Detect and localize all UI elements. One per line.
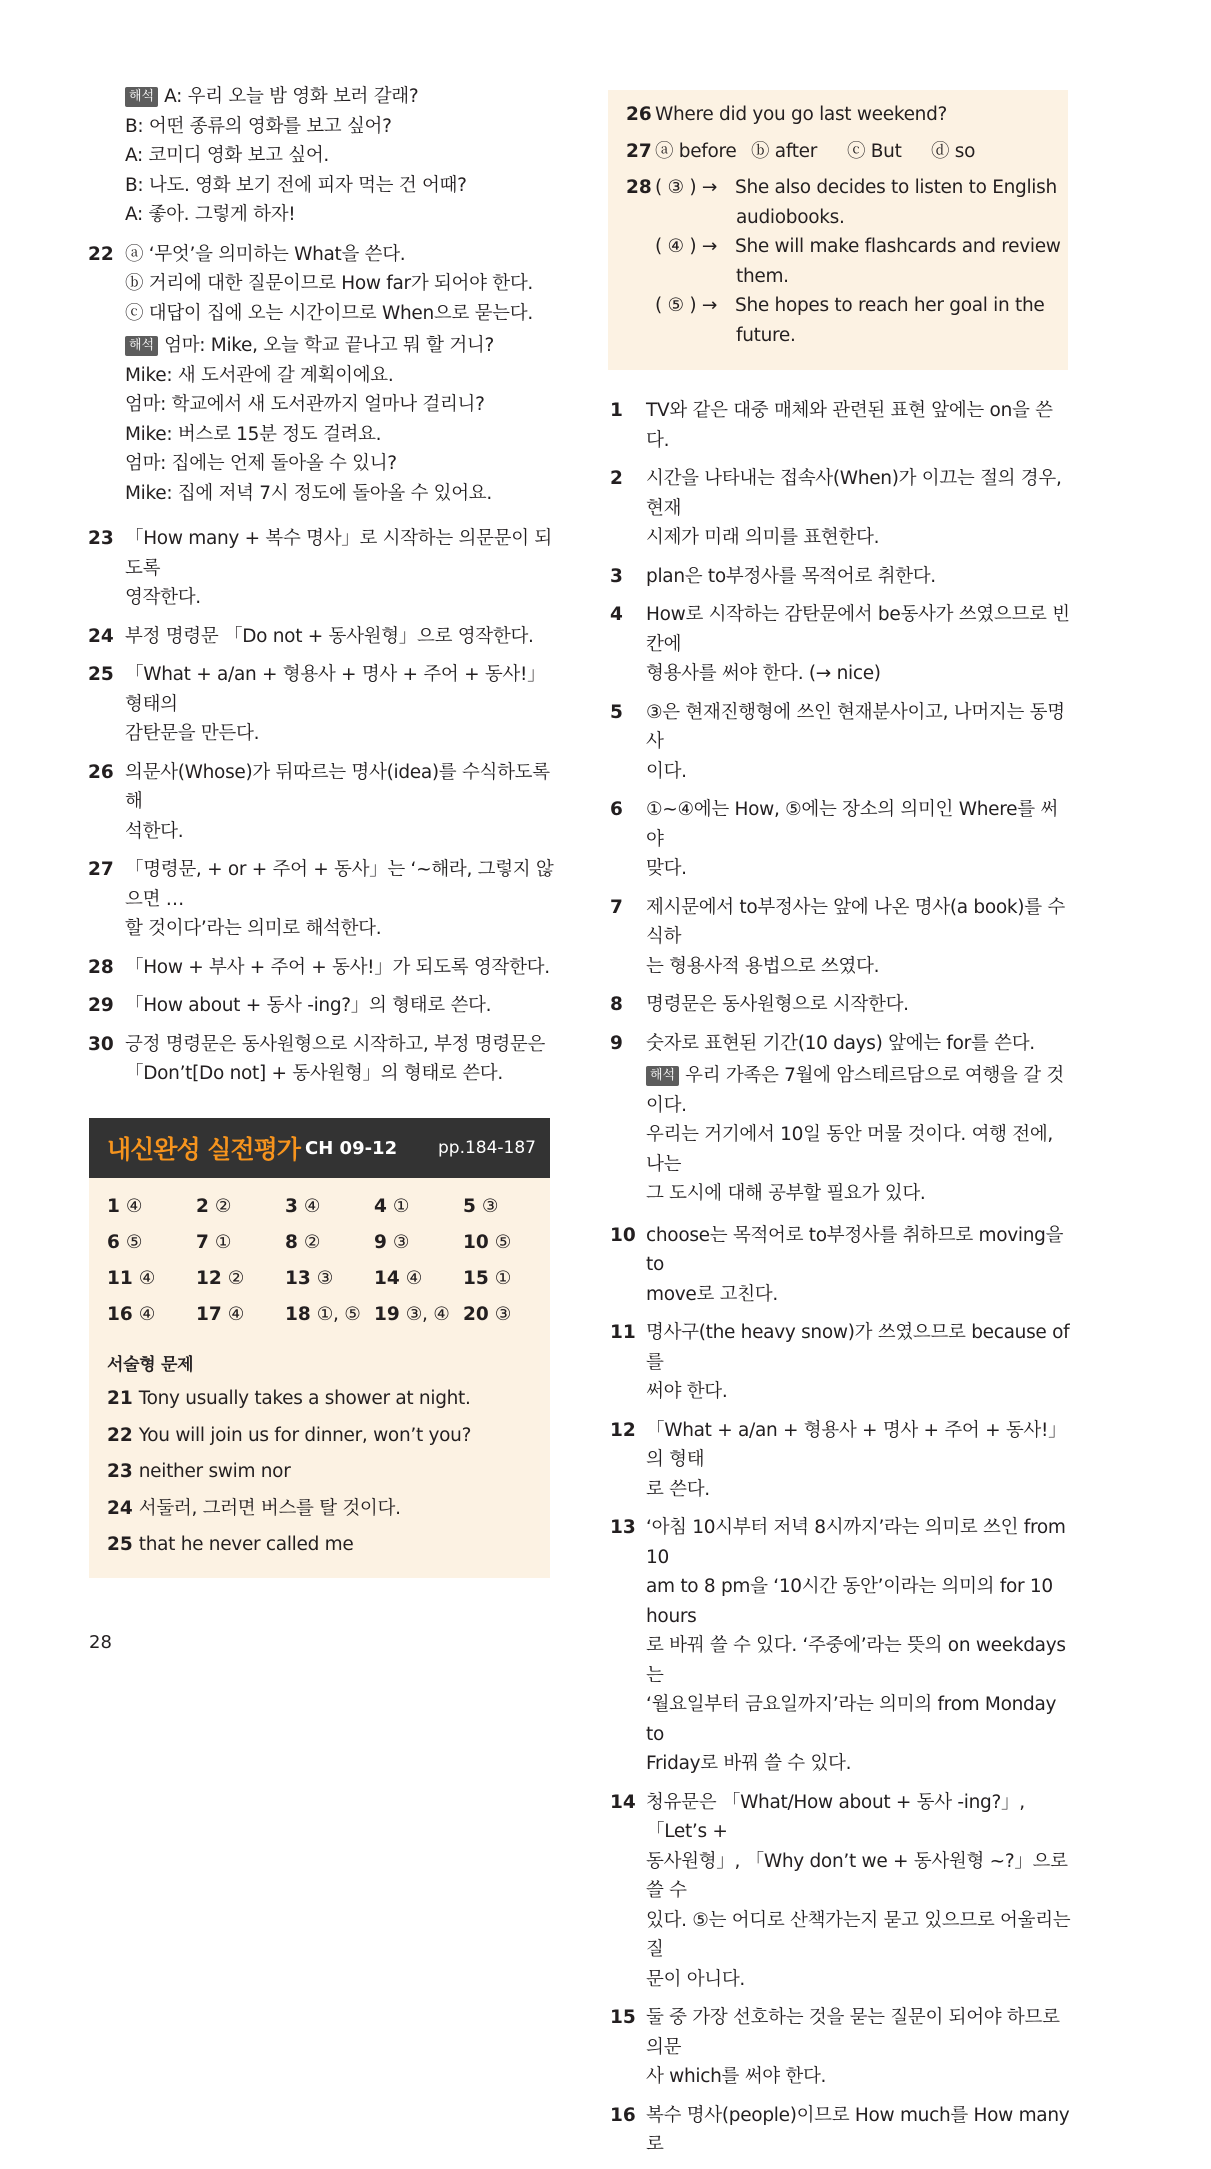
answer-cell: 17 ④ [196,1304,245,1325]
explanation-item-26: 26 의문사(Whose)가 뒤따르는 명사(idea)를 수식하도록 해 석한다. [88,761,550,842]
left-column [88,82,558,1098]
explanation-item-15: 15 둘 중 가장 선호하는 것을 묻는 질문이 되어야 하므로 의문 사 which를 써야 한다. [610,2007,1060,2087]
answer-cell: 14 ④ [374,1268,423,1289]
explanation-item-12: 12 「What + a/an + 형용사 + 명사 + 주어 + 동사!」의 형태 로 쓴다. [610,1419,1067,1500]
answer-cell: 1 ④ [107,1196,143,1217]
explanation-item-27: 27 「명령문, + or + 주어 + 동사」는 ‘~해라, 그렇지 않으면 … 할 것이다’라는 의미로 해석한다. [88,859,554,939]
explanation-item-14: 14 청유문은 「What/How about + 동사 -ing?」, 「Let’s + 동사원형」, 「Why don’t we + 동사원형 ~?」으로 쓸 수 있다. ⑤는 어디로 산책가는지 묻고 있으므로 어울리는 질 문이 아니다. [610,1791,1071,1990]
explanation-item-6: 6 ①~④에는 How, ⑤에는 장소의 의미인 Where를 써야 맞다. [610,799,1058,879]
essay-answer: 24 서둘러, 그러면 버스를 탈 것이다. [107,1497,401,1519]
explanation-item-4: 4 How로 시작하는 감탄문에서 be동사가 쓰였으므로 빈칸에 형용사를 써야 한다. (→ nice) [610,604,1070,684]
explanation-item-29: 29 「How about + 동사 -ing?」의 형태로 쓴다. [88,995,492,1016]
test-header [89,1118,550,1178]
essay-answers [107,1384,537,1567]
explanation-item-22: 22 ⓐ ‘무엇’을 의미하는 What을 쓴다. ⓑ 거리에 대한 질문이므로 How far가 되어야 한다. ⓒ 대답이 집에 오는 시간이므로 When으로 묻는다. 해석 엄마: Mike, 오늘 학교 끝나고 뭐 할 거니? Mike: 새 도서관에 갈 계획이에요. 엄마: 학교에서 새 도서관까지 얼마나 걸리니? Mike: 버스로 15분 정도 걸려요. 엄마: 집에는 언제 돌아올 수 있니? Mike: 집에 저녁 7시 정도에 돌아올 수 있어요. [88,243,533,504]
explanation-item-23: 23 「How many + 복수 명사」로 시작하는 의문문이 되도록 영작한다. [88,528,552,608]
explanation-item-16: 16 복수 명사(people)이므로 How much를 How many로 [610,2104,1070,2155]
test-chapter: CH 09-12 [305,1138,398,1159]
essay-answer: 25 that he never called me [107,1534,354,1555]
answer-cell: 12 ② [196,1268,245,1289]
test-title: 내신완성 실전평가 [107,1135,300,1164]
explanation-item-25: 25 「What + a/an + 형용사 + 명사 + 주어 + 동사!」 형태의 감탄문을 만든다. [88,664,546,744]
essay-answer: 21 Tony usually takes a shower at night. [107,1388,471,1409]
explanation-item-13: 13 ‘아침 10시부터 저녁 8시까지’라는 의미로 쓰인 from 10 am to 8 pm을 ‘10시간 동안’이라는 의미의 for 10 hours 로 바꿔 쓸 수 있다. ‘주중에’라는 뜻의 on weekdays는 ‘월요일부터 금요일까지’라는 의미의 from Monday to Friday로 바꿔 쓸 수 있다. [610,1517,1066,1774]
answer-cell: 3 ④ [285,1196,321,1217]
essay-answer: 23 neither swim nor [107,1461,291,1482]
answer-box-26-28: 26 Where did you go last weekend? 27 ⓐ before ⓑ after ⓒ But ⓓ so 28 ( ③ ) → She also decides to listen to English audiobooks. ( ④ ) → She will make flashcards and review them. ( ⑤ ) → She hopes to reach her goal in the future. [608,90,1068,370]
answer-cell: 20 ③ [463,1304,512,1325]
explanation-item-5: 5 ③은 현재진행형에 쓰인 현재분사이고, 나머지는 동명사 이다. [610,701,1065,782]
explanation-item-24: 24 부정 명령문 「Do not + 동사원형」으로 영작한다. [88,625,534,647]
essay-answer: 22 You will join us for dinner, won’t you? [107,1424,472,1446]
test-answer-panel [89,1118,550,1578]
explanation-item-1: 1 TV와 같은 대중 매체와 관련된 표현 앞에는 on을 쓴다. [610,400,1053,451]
intro-translation: 해석 A: 우리 오늘 밤 영화 보러 갈래? B: 어떤 종류의 영화를 보고 싶어? A: 코미디 영화 보고 싶어. B: 나도. 영화 보기 전에 피자 먹는 건 어때? A: 좋아. 그렇게 하자! [125,86,467,225]
explanation-item-8: 8 명령문은 동사원형으로 시작한다. [610,994,909,1015]
essay-section-title: 서술형 문제 [107,1355,194,1375]
explanation-item-28: 28 「How + 부사 + 주어 + 동사!」가 되도록 영작한다. [88,956,550,978]
answer-cell: 18 ①, ⑤ [285,1304,361,1325]
translation-tag: 해석 [125,336,158,356]
answer-cell: 5 ③ [463,1196,499,1217]
test-pages: pp.184-187 [437,1138,536,1158]
translation-tag: 해석 [646,1066,679,1086]
answer-cell: 6 ⑤ [107,1232,143,1253]
answer-cell: 15 ① [463,1268,512,1289]
right-explanations [610,396,1075,2169]
explanation-item-2: 2 시간을 나타내는 접속사(When)가 이끄는 절의 경우, 현재 시제가 미래 의미를 표현한다. [610,468,1062,548]
page-number: 28 [89,1632,112,1653]
answer-grid [107,1192,547,1329]
translation-tag: 해석 [125,87,158,107]
answer-cell: 8 ② [285,1232,321,1253]
explanation-item-3: 3 plan은 to부정사를 목적어로 취한다. [610,565,936,587]
answer-cell: 4 ① [374,1196,410,1217]
answer-cell: 13 ③ [285,1268,334,1289]
answer-cell: 11 ④ [107,1268,156,1289]
explanation-item-30: 30 긍정 명령문은 동사원형으로 시작하고, 부정 명령문은 「Don’t[Do not] + 동사원형」의 형태로 쓴다. [88,1033,546,1084]
answer-cell: 9 ③ [374,1232,410,1253]
answer-cell: 7 ① [196,1232,232,1253]
answer-cell: 10 ⑤ [463,1232,512,1253]
explanation-item-10: 10 choose는 목적어로 to부정사를 취하므로 moving을 to move로 고친다. [610,1224,1064,1305]
explanation-item-7: 7 제시문에서 to부정사는 앞에 나온 명사(a book)를 수식하 는 형용사적 용법으로 쓰였다. [610,896,1065,977]
answer-cell: 16 ④ [107,1304,156,1325]
explanation-item-9: 9 숫자로 표현된 기간(10 days) 앞에는 for를 쓴다. 해석 우리 가족은 7월에 암스테르담으로 여행을 갈 것이다. 우리는 거기에서 10일 동안 머물 것이다. 여행 전에, 나는 그 도시에 대해 공부할 필요가 있다. [610,1032,1064,1204]
answer-cell: 19 ③, ④ [374,1304,450,1325]
answer-cell: 2 ② [196,1196,232,1217]
explanation-item-11: 11 명사구(the heavy snow)가 쓰였으므로 because of를 써야 한다. [610,1322,1070,1402]
